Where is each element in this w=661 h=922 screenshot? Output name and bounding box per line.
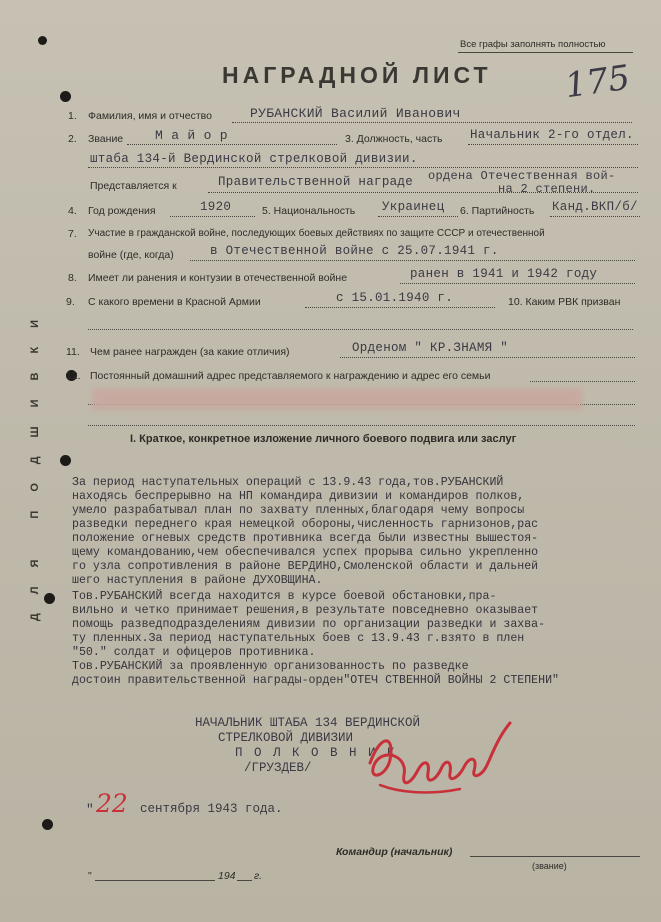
binder-hole [44,593,55,604]
field-11-number: 11. [66,346,80,358]
field-7-label-line1: Участие в гражданской войне, последующих боевых действиях по защите СССР и отечественной [88,228,545,239]
side-binding-text: ДЛЯ ПОДШИВКИ [29,300,41,622]
field-9-label: С какого времени в Красной Армии [88,296,261,308]
archive-number: 175 [562,57,633,107]
field-2-number: 2. [68,133,77,145]
narrative-line: помощь разведподразделениям дивизии по организации разведки и захва- [72,618,546,631]
field-2-label: Звание [88,133,124,145]
narrative-line: го узла сопротивления в районе ВЕРДИНО,Смоленской области и дальней [72,560,539,573]
present-label: Представляется к [90,180,177,192]
narrative-line: ту пленных.За период наступательных боев с 13.9.43 г.взято в плен [72,632,525,645]
field-3-label: 3. Должность, часть [345,133,443,145]
field-9-value: с 15.01.1940 г. [336,291,454,305]
year-open-quote: " [88,870,92,882]
field-1-number: 1. [68,110,77,122]
top-note: Все графы заполнять полностью [460,39,606,50]
signature-block-line-2: СТРЕЛКОВОЙ ДИВИЗИИ [218,731,354,745]
narrative-line: щему командованию,чем обеспечивался успех прорыва сильно укрепленно [72,546,539,559]
narrative-line: находясь беспрерывно на НП командира дивизии и командиров полков, [72,490,525,503]
field-4-label: Год рождения [88,205,156,217]
section-title: I. Краткое, конкретное изложение личного боевого подвига или заслуг [130,433,517,445]
narrative-line: вильно и четко принимает решения,в результате повседневно оказывает [72,604,539,617]
rank-label: (звание) [532,861,567,871]
field-11-label: Чем ранее награжден (за какие отличия) [90,346,290,358]
order-line-2: на 2 степени. [498,182,596,196]
binder-hole [38,36,47,45]
field-3-value: Начальник 2-го отдел. [470,128,634,142]
form-title: НАГРАДНОЙ ЛИСТ [222,62,492,88]
field-7-label-line2: войне (где, когда) [88,249,174,261]
field-1-value: РУБАНСКИЙ Василий Иванович [250,106,461,121]
binder-hole [60,91,71,102]
field-12-number: 12. [66,370,81,382]
field-1-label: Фамилия, имя и отчество [88,110,212,122]
narrative-line: положение огневых средств противника всегда были известны вышестоя- [72,532,539,545]
redacted-address [92,388,582,410]
year-text: 194 [218,870,236,882]
field-10-label: 10. Каким РВК призван [508,296,621,308]
field-8-label: Имеет ли ранения и контузии в отечественной войне [88,272,348,284]
narrative-line: умело разрабатывал план по захвату пленных,благодаря чему вопросы [72,504,525,517]
signature-block-line-1: НАЧАЛЬНИК ШТАБА 134 ВЕРДИНСКОЙ [195,716,421,730]
field-9-number: 9. [66,296,75,308]
field-5-label: 5. Национальность [262,205,356,217]
narrative-line: достоин правительственной награды-орден"ОТЕЧ СТВЕННОЙ ВОЙНЫ 2 СТЕПЕНИ" [72,674,560,687]
date-open-quote: " [86,802,94,817]
field-2-value: М а й о р [155,128,228,143]
order-line-1: ордена Отечественная вой- [428,169,616,183]
field-7-value: в Отечественной войне с 25.07.1941 г. [210,244,499,258]
field-3-value-line2: штаба 134-й Вердинской стрелковой дивизии. [90,152,418,166]
field-12-label: Постоянный домашний адрес представляемого к награждению и адрес его семьи [90,370,491,382]
date-day: 22 [96,789,128,818]
present-value: Правительственной награде [218,175,414,189]
field-4-number: 4. [68,205,77,217]
date-rest: сентября 1943 года. [140,802,283,816]
narrative-line: шего наступления в районе ДУХОВЩИНА. [72,574,323,587]
binder-hole [42,819,53,830]
red-signature [360,715,520,800]
signature-block-line-3: П О Л К О В Н И К [235,746,397,760]
field-6-label: 6. Партийность [460,205,535,217]
field-5-value: Украинец [382,200,445,214]
field-4-value: 1920 [200,200,232,214]
binder-hole [60,455,71,466]
field-6-value: Канд.ВКП/б/ [552,200,638,214]
field-8-number: 8. [68,272,77,284]
narrative-line: Тов.РУБАНСКИЙ за проявленную организованность по разведке [72,660,469,673]
commander-label: Командир (начальник) [336,846,453,858]
signature-block-line-4: /ГРУЗДЕВ/ [244,761,312,775]
year-suffix: г. [254,870,263,882]
narrative-line: "50." солдат и офицеров противника. [72,646,316,659]
narrative-line: За период наступательных операций с 13.9.43 года,тов.РУБАНСКИЙ [72,476,504,489]
field-8-value: ранен в 1941 и 1942 году [410,267,598,281]
field-11-value: Орденом " КР.ЗНАМЯ " [352,341,509,355]
field-7-number: 7. [68,228,77,240]
narrative-line: разведки переднего края немецкой обороны,численность гарнизонов,рас [72,518,539,531]
narrative-line: Тов.РУБАНСКИЙ всегда находится в курсе боевой обстановки,пра- [72,590,497,603]
